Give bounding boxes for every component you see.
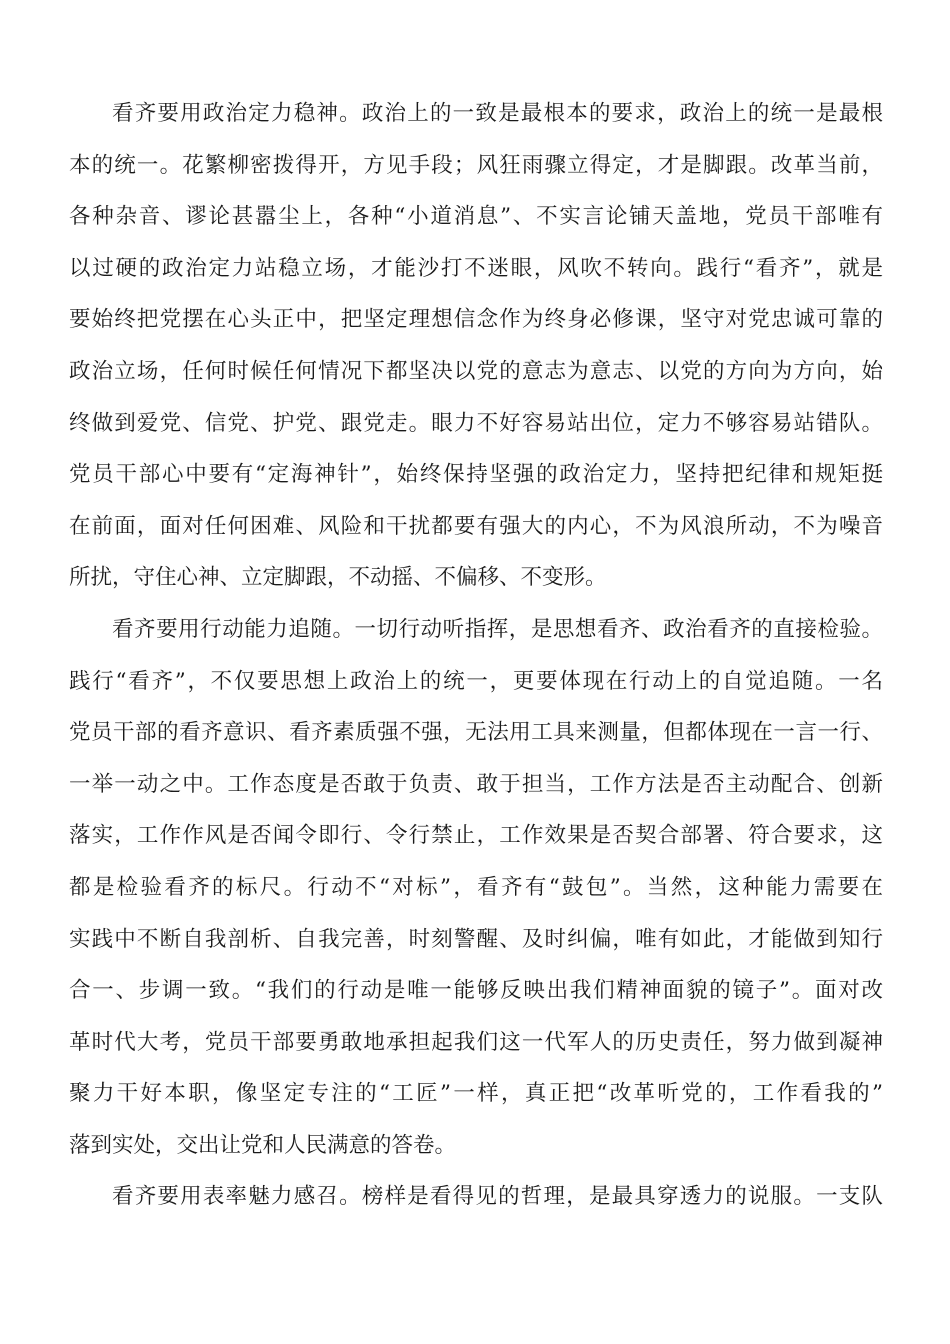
text-line: 合一、步调一致。“我们的行动是唯一能够反映出我们精神面貌的镜子”。面对改	[69, 978, 883, 1004]
paragraph-3	[69, 1171, 883, 1223]
text-line: 看齐要用行动能力追随。一切行动听指挥，是思想看齐、政治看齐的直接检验。	[112, 616, 883, 642]
text-line: 党员干部心中要有“定海神针”，始终保持坚强的政治定力，坚持把纪律和规矩挺	[69, 462, 883, 488]
text-line: 都是检验看齐的标尺。行动不“对标”，看齐有“鼓包”。当然，这种能力需要在	[69, 874, 883, 900]
paragraph-1	[69, 88, 883, 604]
text-line: 党员干部的看齐意识、看齐素质强不强，无法用工具来测量，但都体现在一言一行、	[69, 720, 883, 746]
text-line: 政治立场，任何时候任何情况下都坚决以党的意志为意志、以党的方向为方向，始	[69, 358, 883, 384]
text-line: 实践中不断自我剖析、自我完善，时刻警醒、及时纠偏，唯有如此，才能做到知行	[69, 926, 883, 952]
text-line: 在前面，面对任何困难、风险和干扰都要有强大的内心，不为风浪所动，不为噪音	[69, 513, 883, 539]
text-line: 本的统一。花繁柳密拨得开，方见手段；风狂雨骤立得定，才是脚跟。改革当前，	[69, 152, 883, 178]
text-line: 看齐要用政治定力稳神。政治上的一致是最根本的要求，政治上的统一是最根	[112, 101, 883, 126]
text-line: 聚力干好本职，像坚定专注的“工匠”一样，真正把“改革听党的，工作看我的”	[69, 1081, 883, 1107]
text-line: 各种杂音、谬论甚嚣尘上，各种“小道消息”、不实言论铺天盖地，党员干部唯有	[69, 204, 883, 230]
paragraph-2	[69, 604, 883, 1172]
text-line: 看齐要用表率魅力感召。榜样是看得见的哲理，是最具穿透力的说服。一支队	[112, 1184, 883, 1210]
text-line: 所扰，守住心神、立定脚跟，不动摇、不偏移、不变形。	[69, 565, 607, 591]
text-line: 一举一动之中。工作态度是否敢于负责、敢于担当，工作方法是否主动配合、创新	[69, 771, 883, 797]
text-line: 革时代大考，党员干部要勇敢地承担起我们这一代军人的历史责任，努力做到凝神	[69, 1029, 883, 1055]
text-line: 以过硬的政治定力站稳立场，才能沙打不迷眼，风吹不转向。践行“看齐”，就是	[69, 255, 883, 281]
text-line: 终做到爱党、信党、护党、跟党走。眼力不好容易站出位，定力不够容易站错队。	[69, 410, 883, 436]
document-body	[69, 88, 883, 1223]
text-line: 要始终把党摆在心头正中，把坚定理想信念作为终身必修课，坚守对党忠诚可靠的	[69, 307, 883, 333]
text-line: 践行“看齐”，不仅要思想上政治上的统一，更要体现在行动上的自觉追随。一名	[69, 668, 883, 694]
text-line: 落实，工作作风是否闻令即行、令行禁止，工作效果是否契合部署、符合要求，这	[69, 823, 883, 849]
text-line: 落到实处，交出让党和人民满意的答卷。	[69, 1132, 457, 1158]
